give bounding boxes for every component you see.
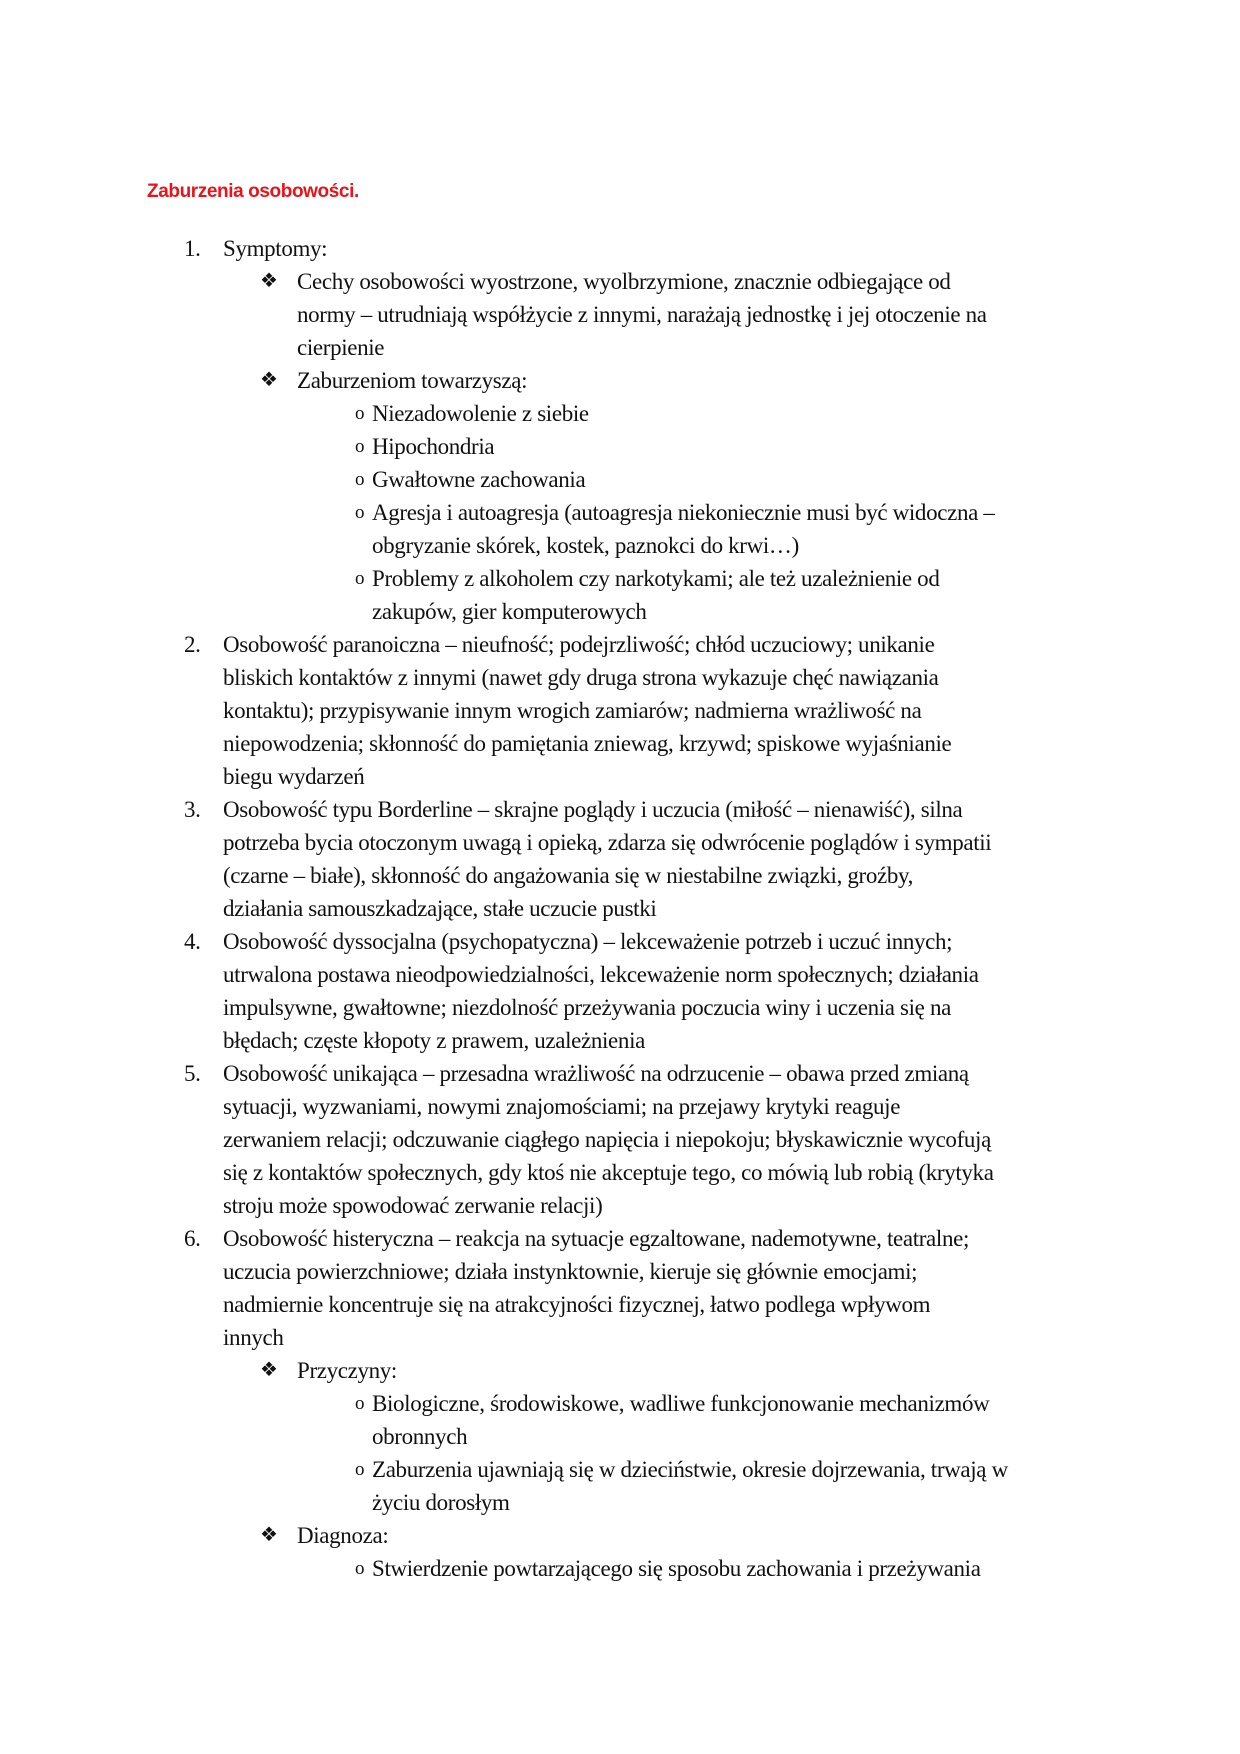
line-text: normy – utrudniają współżycie z innymi, narażają jednostkę i jej otoczenie na: [297, 302, 987, 327]
bullet-item: [0, 364, 1240, 628]
sub-bullet-item: [0, 430, 1240, 463]
list-number: 1.: [184, 236, 201, 261]
circle-bullet-icon: o: [355, 568, 365, 589]
text-line: [0, 1486, 1240, 1519]
numbered-list-item: [0, 628, 1240, 793]
text-line: [0, 1453, 1240, 1486]
line-text: obronnych: [372, 1424, 468, 1449]
line-text: bliskich kontaktów z innymi (nawet gdy druga strona wykazuje chęć nawiązania: [223, 665, 939, 690]
list-number: 3.: [184, 797, 201, 822]
text-line: [0, 628, 1240, 661]
sub-bullet-item: [0, 1387, 1240, 1453]
text-line: [0, 826, 1240, 859]
line-text: zakupów, gier komputerowych: [372, 599, 647, 624]
line-text: Osobowość unikająca – przesadna wrażliwość na odrzucenie – obawa przed zmianą: [223, 1061, 969, 1086]
text-line: [0, 925, 1240, 958]
text-line: [0, 694, 1240, 727]
line-text: zerwaniem relacji; odczuwanie ciągłego napięcia i niepokoju; błyskawicznie wycofują: [223, 1127, 991, 1152]
line-text: Gwałtowne zachowania: [372, 467, 586, 492]
line-text: utrwalona postawa nieodpowiedzialności, lekceważenie norm społecznych; działania: [223, 962, 979, 987]
line-text: niepowodzenia; skłonność do pamiętania zniewag, krzywd; spiskowe wyjaśnianie: [223, 731, 952, 756]
text-line: [0, 595, 1240, 628]
line-text: cierpienie: [297, 335, 385, 360]
text-line: [0, 958, 1240, 991]
text-line: [0, 1189, 1240, 1222]
line-text: działania samouszkadzające, stałe uczucie pustki: [223, 896, 657, 921]
text-line: [0, 661, 1240, 694]
text-line: [0, 529, 1240, 562]
diamond-bullet-icon: ❖: [260, 1359, 278, 1381]
text-line: [0, 397, 1240, 430]
bullet-item: [0, 1519, 1240, 1585]
line-text: Niezadowolenie z siebie: [372, 401, 589, 426]
text-line: [0, 1321, 1240, 1354]
diamond-bullet-icon: ❖: [260, 369, 278, 391]
sub-bullet-item: [0, 496, 1240, 562]
text-line: [0, 1255, 1240, 1288]
list-number: 5.: [184, 1061, 201, 1086]
sub-bullet-item: [0, 397, 1240, 430]
line-text: Osobowość dyssocjalna (psychopatyczna) – lekceważenie potrzeb i uczuć innych;: [223, 929, 953, 954]
text-line: [0, 562, 1240, 595]
document-title: Zaburzenia osobowości.: [147, 181, 359, 202]
text-line: [0, 1552, 1240, 1585]
text-line: [0, 859, 1240, 892]
text-line: [0, 1057, 1240, 1090]
text-line: [0, 430, 1240, 463]
line-text: biegu wydarzeń: [223, 764, 365, 789]
line-text: Zaburzenia ujawniają się w dzieciństwie, okresie dojrzewania, trwają w: [372, 1457, 1008, 1482]
line-text: Stwierdzenie powtarzającego się sposobu zachowania i przeżywania: [372, 1556, 981, 1581]
sub-bullet-item: [0, 1552, 1240, 1585]
list-number: 2.: [184, 632, 201, 657]
text-line: [0, 265, 1240, 298]
sub-bullet-item: [0, 1453, 1240, 1519]
text-line: [0, 892, 1240, 925]
line-text: Osobowość paranoiczna – nieufność; podejrzliwość; chłód uczuciowy; unikanie: [223, 632, 935, 657]
line-text: obgryzanie skórek, kostek, paznokci do krwi…): [372, 533, 799, 558]
line-text: potrzeba bycia otoczonym uwagą i opieką, zdarza się odwrócenie poglądów i sympatii: [223, 830, 992, 855]
text-line: [0, 1024, 1240, 1057]
numbered-list-item: [0, 793, 1240, 925]
text-line: [0, 1090, 1240, 1123]
bullet-item: [0, 1354, 1240, 1519]
text-line: [0, 331, 1240, 364]
text-line: [0, 1387, 1240, 1420]
line-text: nadmiernie koncentruje się na atrakcyjności fizycznej, łatwo podlega wpływom: [223, 1292, 931, 1317]
numbered-list-item: [0, 925, 1240, 1057]
circle-bullet-icon: o: [355, 502, 365, 523]
line-text: sytuacji, wyzwaniami, nowymi znajomościami; na przejawy krytyki reaguje: [223, 1094, 901, 1119]
line-text: Hipochondria: [372, 434, 495, 459]
text-line: [0, 496, 1240, 529]
text-line: [0, 1288, 1240, 1321]
list-number: 4.: [184, 929, 201, 954]
list-number: 6.: [184, 1226, 201, 1251]
line-text: się z kontaktów społecznych, gdy ktoś nie akceptuje tego, co mówią lub robią (krytyka: [223, 1160, 994, 1185]
bullet-item: [0, 265, 1240, 364]
circle-bullet-icon: o: [355, 403, 365, 424]
text-line: [0, 793, 1240, 826]
line-text: kontaktu); przypisywanie innym wrogich zamiarów; nadmierna wrażliwość na: [223, 698, 922, 723]
text-line: [0, 1222, 1240, 1255]
circle-bullet-icon: o: [355, 1459, 365, 1480]
numbered-list-item: [0, 1222, 1240, 1585]
line-text: Biologiczne, środowiskowe, wadliwe funkcjonowanie mechanizmów: [372, 1391, 990, 1416]
text-line: [0, 727, 1240, 760]
line-text: Osobowość typu Borderline – skrajne poglądy i uczucia (miłość – nienawiść), silna: [223, 797, 963, 822]
line-text: Cechy osobowości wyostrzone, wyolbrzymione, znacznie odbiegające od: [297, 269, 951, 294]
text-line: [0, 1354, 1240, 1387]
text-line: [0, 760, 1240, 793]
line-text: stroju może spowodować zerwanie relacji): [223, 1193, 603, 1218]
text-line: [0, 1156, 1240, 1189]
text-line: [0, 364, 1240, 397]
line-text: Osobowość histeryczna – reakcja na sytuacje egzaltowane, nademotywne, teatralne;: [223, 1226, 970, 1251]
line-text: innych: [223, 1325, 284, 1350]
sub-bullet-item: [0, 562, 1240, 628]
line-text: życiu dorosłym: [372, 1490, 510, 1515]
line-text: Problemy z alkoholem czy narkotykami; ale też uzależnienie od: [372, 566, 940, 591]
document-body: [0, 232, 1240, 1585]
sub-bullet-item: [0, 463, 1240, 496]
circle-bullet-icon: o: [355, 436, 365, 457]
circle-bullet-icon: o: [355, 1393, 365, 1414]
text-line: [0, 463, 1240, 496]
diamond-bullet-icon: ❖: [260, 1524, 278, 1546]
line-text: uczucia powierzchniowe; działa instynktownie, kieruje się głównie emocjami;: [223, 1259, 918, 1284]
line-text: (czarne – białe), skłonność do angażowania się w niestabilne związki, groźby,: [223, 863, 914, 888]
line-text: impulsywne, gwałtowne; niezdolność przeżywania poczucia winy i uczenia się na: [223, 995, 951, 1020]
numbered-list-item: [0, 232, 1240, 628]
line-text: Zaburzeniom towarzyszą:: [297, 368, 528, 393]
line-text: Symptomy:: [223, 236, 328, 261]
line-text: Przyczyny:: [297, 1358, 397, 1383]
text-line: [0, 991, 1240, 1024]
line-text: Agresja i autoagresja (autoagresja niekoniecznie musi być widoczna –: [372, 500, 995, 525]
text-line: [0, 1519, 1240, 1552]
text-line: [0, 232, 1240, 265]
line-text: błędach; częste kłopoty z prawem, uzależnienia: [223, 1028, 645, 1053]
circle-bullet-icon: o: [355, 1558, 365, 1579]
circle-bullet-icon: o: [355, 469, 365, 490]
numbered-list-item: [0, 1057, 1240, 1222]
text-line: [0, 1123, 1240, 1156]
line-text: Diagnoza:: [297, 1523, 389, 1548]
text-line: [0, 298, 1240, 331]
diamond-bullet-icon: ❖: [260, 270, 278, 292]
text-line: [0, 1420, 1240, 1453]
